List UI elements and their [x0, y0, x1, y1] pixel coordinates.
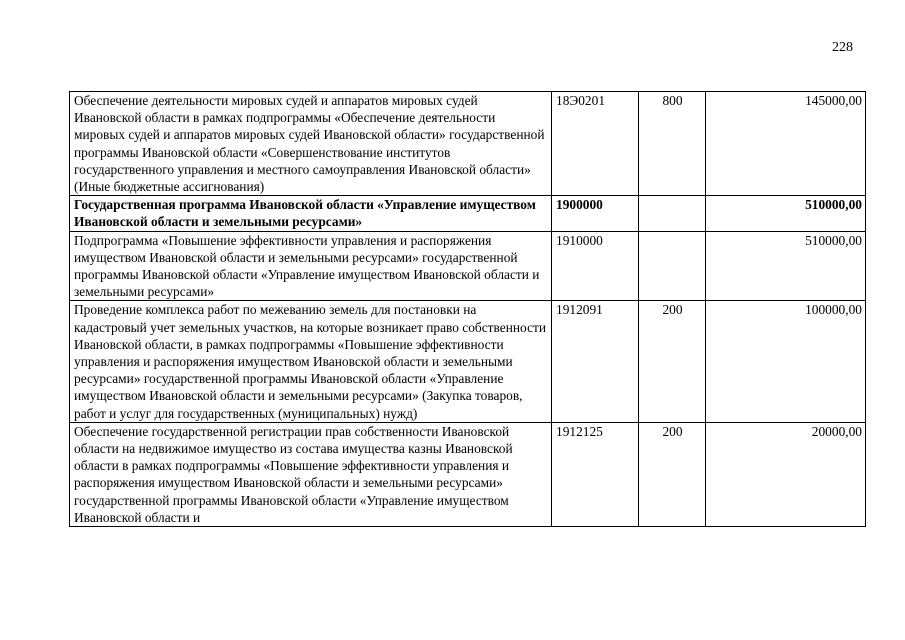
- row-code: 1900000: [552, 196, 639, 231]
- row-name: Проведение комплекса работ по межеванию земель для постановки на кадастровый учет земельных участков, на которые возникает право собственности Ивановской области, в рамках подпрограммы «Повышение эффективности управления и распоряжения имуществом Ивановской области и земельными ресурсами» государственной программы Ивановской области «Управление имуществом Ивановской области и земельными ресурсами» (Закупка товаров, работ и услуг для государственных (муниципальных) нужд): [70, 301, 552, 422]
- row-sum: 510000,00: [706, 196, 866, 231]
- table-row: [70, 92, 866, 196]
- row-sum: 510000,00: [706, 231, 866, 301]
- row-expense-type: 200: [639, 301, 706, 422]
- row-name: Обеспечение государственной регистрации прав собственности Ивановской области на недвижимое имущество из состава имущества казны Ивановской области в рамках подпрограммы «Повышение эффективности управления и распоряжения имуществом Ивановской области и земельными ресурсами» государственной программы Ивановской области «Управление имуществом Ивановской области и: [70, 422, 552, 526]
- table-row: [70, 422, 866, 526]
- row-code: 1912125: [552, 422, 639, 526]
- row-expense-type: 800: [639, 92, 706, 196]
- budget-table: [69, 91, 866, 527]
- row-expense-type: [639, 231, 706, 301]
- row-name: Обеспечение деятельности мировых судей и аппаратов мировых судей Ивановской области в рамках подпрограммы «Обеспечение деятельности мировых судей и аппаратов мировых судей Ивановской области» государственной программы Ивановской области «Совершенствование институтов государственного управления и местного самоуправления Ивановской области» (Иные бюджетные ассигнования): [70, 92, 552, 196]
- row-sum: 145000,00: [706, 92, 866, 196]
- table-row-program: [70, 196, 866, 231]
- row-code: 1910000: [552, 231, 639, 301]
- row-name: Государственная программа Ивановской области «Управление имуществом Ивановской области и земельными ресурсами»: [70, 196, 552, 231]
- row-code: 18Э0201: [552, 92, 639, 196]
- row-code: 1912091: [552, 301, 639, 422]
- row-expense-type: 200: [639, 422, 706, 526]
- page-number: 228: [832, 40, 853, 55]
- row-name: Подпрограмма «Повышение эффективности управления и распоряжения имуществом Ивановской области и земельными ресурсами» государственной программы Ивановской области «Управление имуществом Ивановской области и земельными ресурсами»: [70, 231, 552, 301]
- row-sum: 100000,00: [706, 301, 866, 422]
- table-row: [70, 301, 866, 422]
- table-row: [70, 231, 866, 301]
- row-expense-type: [639, 196, 706, 231]
- row-sum: 20000,00: [706, 422, 866, 526]
